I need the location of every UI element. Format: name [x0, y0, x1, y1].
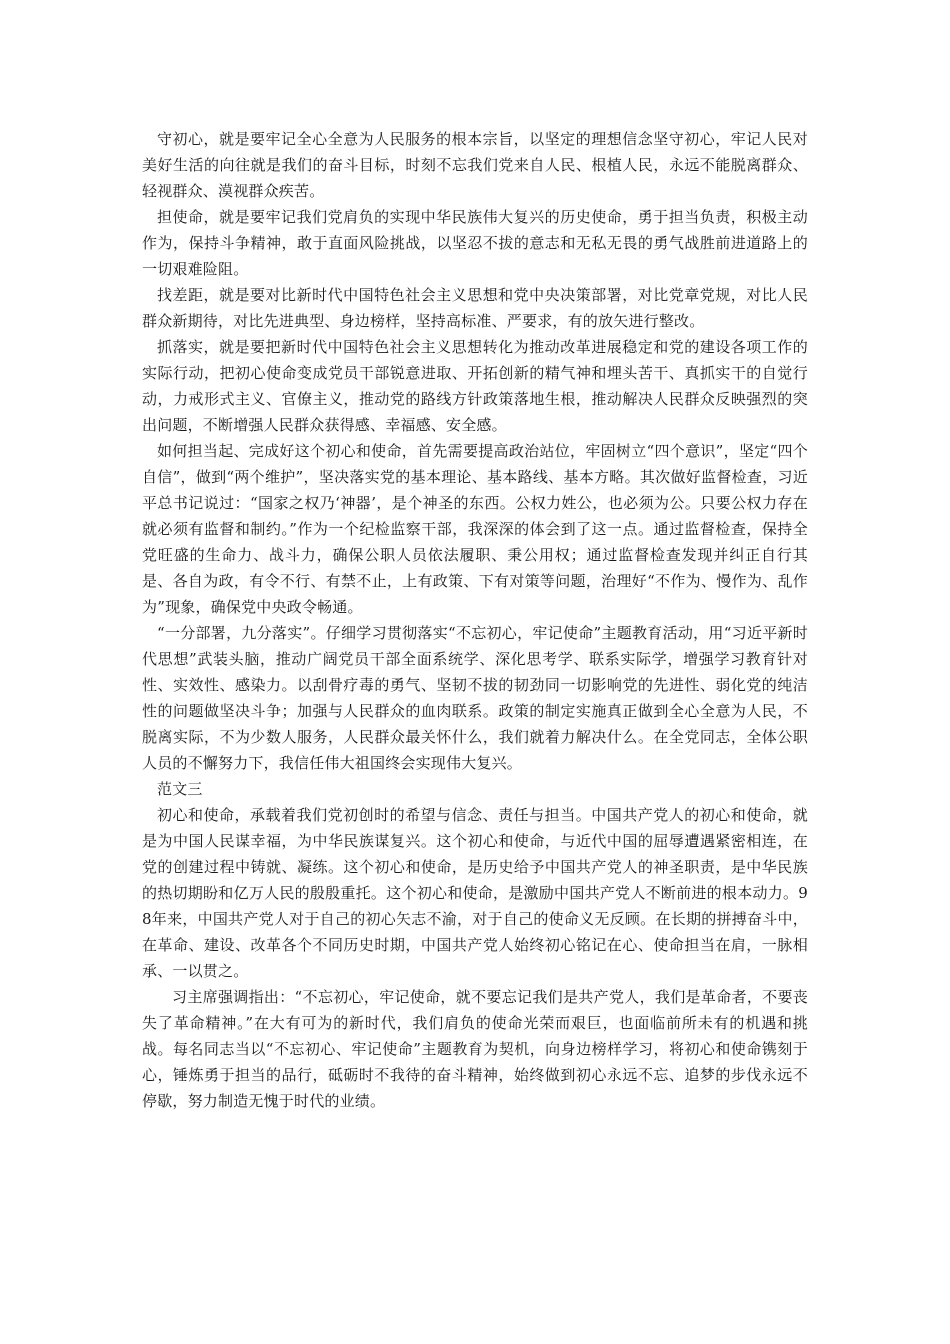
paragraph-ruhe-dandang: 如何担当起、完成好这个初心和使命，首先需要提高政治站位，牢固树立“四个意识”，坚定“四个自信”，做到“两个维护”，坚决落实党的基本理论、基本路线、基本方略。其次做好监督检查，习近平总书记说过：“国家之权乃‘神器’，是个神圣的东西。公权力姓公，也必须为公。只要公权力存在就必须有监督和制约。”作为一个纪检监察干部，我深深的体会到了这一点。通过监督检查，保持全党旺盛的生命力、战斗力，确保公职人员依法履职、秉公用权；通过监督检查发现并纠正自行其是、各自为政，有令不行、有禁不止，上有政策、下有对策等问题，治理好“不作为、慢作为、乱作为”现象，确保党中央政令畅通。 — [142, 442, 808, 616]
section-heading: 范文三 — [157, 780, 203, 798]
paragraph-zhua-luoshi: 抓落实，就是要把新时代中国特色社会主义思想转化为推动改革进展稳定和党的建设各项工作的实际行动，把初心使命变成党员干部锐意进取、开拓创新的精气神和埋头苦干、真抓实干的自觉行动，力戒形式主义、官僚主义，推动党的路线方针政策落地生根，推动解决人民群众反映强烈的突出问题，不断增强人民群众获得感、幸福感、安全感。 — [142, 338, 808, 434]
paragraph-xi-zhuxi: 习主席强调指出：“不忘初心，牢记使命，就不要忘记我们是共产党人，我们是革命者，不要丧失了革命精神。”在大有可为的新时代，我们肩负的使命光荣而艰巨，也面临前所未有的机遇和挑战。每名同志当以“不忘初心、牢记使命”主题教育为契机，向身边榜样学习，将初心和使命镌刻于心，锤炼勇于担当的品行，砥砺时不我待的奋斗精神，始终做到初心永远不忘、追梦的步伐永远不停歇，努力制造无愧于时代的业绩。 — [142, 988, 808, 1110]
document-page — [142, 126, 808, 1114]
paragraph-chuxin-shiming: 初心和使命，承载着我们党初创时的希望与信念、责任与担当。中国共产党人的初心和使命，就是为中国人民谋幸福，为中华民族谋复兴。这个初心和使命，与近代中国的屈辱遭遇紧密相连，在党的创建过程中铸就、凝练。这个初心和使命，是历史给予中国共产党人的神圣职责，是中华民族的热切期盼和亿万人民的殷殷重托。这个初心和使命，是激励中国共产党人不断前进的根本动力。98年来，中国共产党人对于自己的初心矢志不渝，对于自己的使命义无反顾。在长期的拼搏奋斗中，在革命、建设、改革各个不同历史时期，中国共产党人始终初心铭记在心、使命担当在肩，一脉相承、一以贯之。 — [142, 806, 808, 980]
paragraph-yifen-bushu: “一分部署，九分落实”。仔细学习贯彻落实“不忘初心，牢记使命”主题教育活动，用“习近平新时代思想”武装头脑，推动广阔党员干部全面系统学、深化思考学、联系实际学，增强学习教育针对性、实效性、感染力。以刮骨疗毒的勇气、坚韧不拔的韧劲同一切影响党的先进性、弱化党的纯洁性的问题做坚决斗争；加强与人民群众的血肉联系。政策的制定实施真正做到全心全意为人民，不脱离实际，不为少数人服务，人民群众最关怀什么，我们就着力解决什么。在全党同志，全体公职人员的不懈努力下，我信任伟大祖国终会实现伟大复兴。 — [142, 624, 808, 772]
paragraph-zhao-chaju: 找差距，就是要对比新时代中国特色社会主义思想和党中央决策部署，对比党章党规，对比人民群众新期待，对比先进典型、身边榜样，坚持高标准、严要求，有的放矢进行整改。 — [142, 286, 808, 330]
paragraph-shou-chuxin: 守初心，就是要牢记全心全意为人民服务的根本宗旨，以坚定的理想信念坚守初心，牢记人民对美好生活的向往就是我们的奋斗目标，时刻不忘我们党来自人民、根植人民，永远不能脱离群众、轻视群众、漠视群众疾苦。 — [142, 130, 808, 200]
paragraph-dan-shiming: 担使命，就是要牢记我们党肩负的实现中华民族伟大复兴的历史使命，勇于担当负责，积极主动作为，保持斗争精神，敢于直面风险挑战，以坚忍不拔的意志和无私无畏的勇气战胜前进道路上的一切艰难险阻。 — [142, 208, 808, 278]
